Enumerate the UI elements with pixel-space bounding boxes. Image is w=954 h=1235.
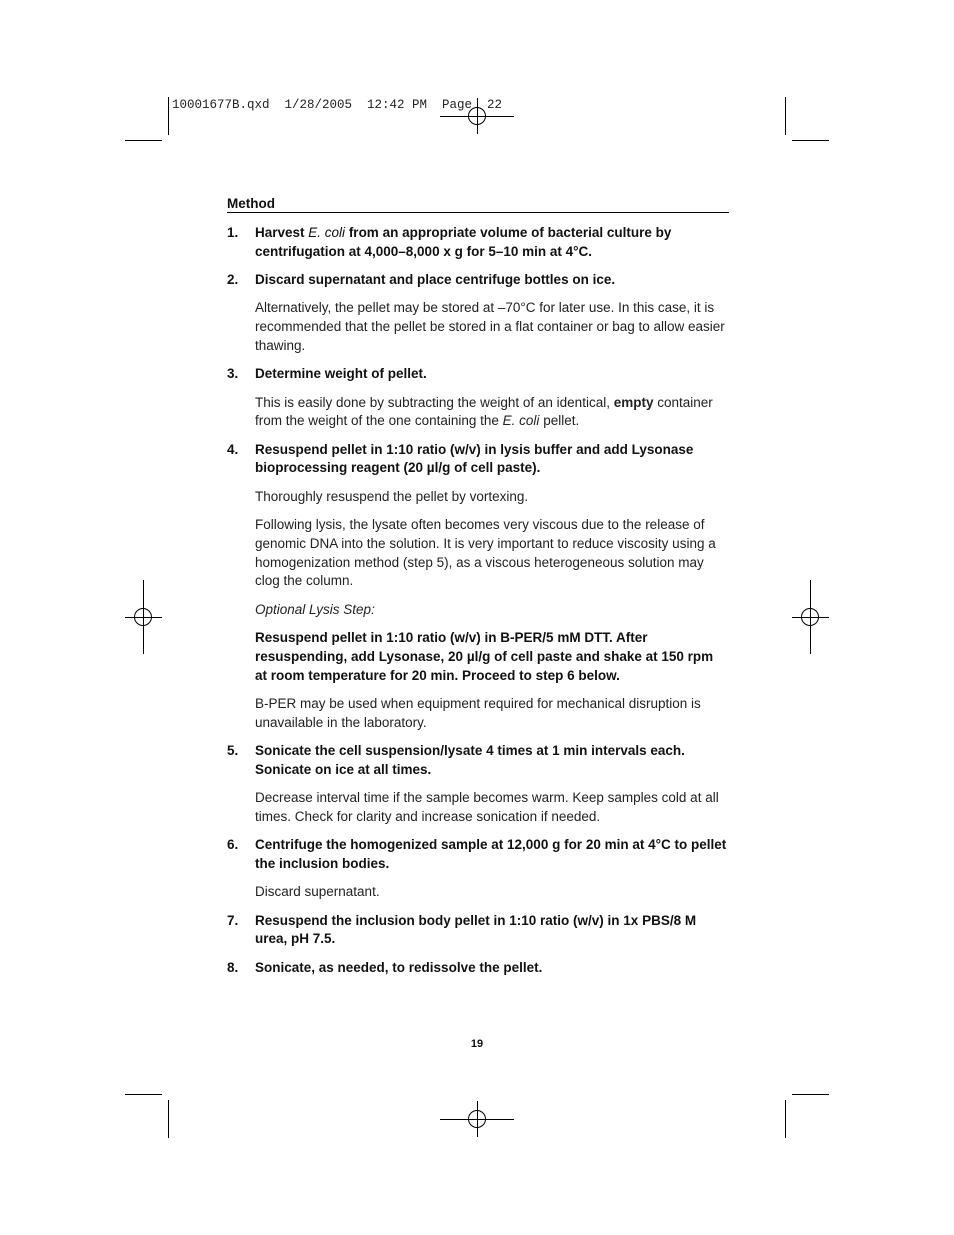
method-body	[227, 224, 727, 987]
step-5: 5. Sonicate the cell suspension/lysate 4 times at 1 min intervals each. Sonicate on ice at all times.	[227, 743, 685, 777]
step-8: 8. Sonicate, as needed, to redissolve the pellet.	[227, 959, 543, 975]
optional-step-text: Resuspend pellet in 1:10 ratio (w/v) in B-PER/5 mM DTT. After resuspending, add Lysonase, 20 µl/g of cell paste and shake at 150 rpm at room temperature for 20 min. Proceed to step 6 below.	[255, 630, 714, 683]
file-slug: 10001677B.qxd 1/28/2005 12:42 PM Page 22	[172, 98, 503, 112]
crop-mark	[125, 1094, 162, 1095]
step-2: 2. Discard supernatant and place centrifuge bottles on ice.	[227, 272, 616, 288]
optional-step-note: B-PER may be used when equipment required for mechanical disruption is unavailable in the laboratory.	[255, 695, 701, 730]
crop-mark	[792, 1094, 829, 1095]
step-4-note: Following lysis, the lysate often becomes very viscous due to the release of genomic DNA into the solution. It is very important to reduce viscosity using a homogenization method (step 5), as a viscous heterogeneous solution may clog the column.	[255, 517, 716, 589]
step-4: 4. Resuspend pellet in 1:10 ratio (w/v) in lysis buffer and add Lysonase bioprocessing reagent (20 µl/g of cell paste).	[227, 441, 694, 476]
step-5-note: Decrease interval time if the sample becomes warm. Keep samples cold at all times. Check for clarity and increase sonication if needed.	[255, 790, 719, 824]
registration-line	[143, 580, 144, 654]
step-2-note: Alternatively, the pellet may be stored at –70°C for later use. In this case, it is recommended that the pellet be stored in a flat container or bag to allow easier thawing.	[255, 300, 725, 353]
crop-mark	[785, 1100, 786, 1138]
page-number: 19	[470, 1038, 484, 1050]
registration-line	[477, 1101, 478, 1137]
step-6-note: Discard supernatant.	[255, 884, 380, 900]
crop-mark	[168, 97, 169, 135]
section-heading: Method	[227, 196, 729, 213]
crop-mark	[785, 97, 786, 135]
crop-mark	[125, 140, 162, 141]
crop-mark	[792, 140, 829, 141]
registration-line	[810, 580, 811, 654]
step-7: 7. Resuspend the inclusion body pellet in 1:10 ratio (w/v) in 1x PBS/8 M urea, pH 7.5.	[227, 912, 697, 947]
optional-step-title: Optional Lysis Step:	[255, 601, 375, 617]
crop-mark	[168, 1100, 169, 1138]
step-3: 3. Determine weight of pellet.	[227, 366, 427, 382]
step-6: 6. Centrifuge the homogenized sample at 12,000 g for 20 min at 4°C to pellet the inclusion bodies.	[227, 837, 727, 872]
step-3-note: This is easily done by subtracting the weight of an identical, empty container from the weight of the one containing the E. coli pellet.	[255, 394, 713, 429]
step-1: 1. Harvest E. coli from an appropriate volume of bacterial culture by centrifugation at 4,000–8,000 x g for 5–10 min at 4°C.	[227, 225, 672, 259]
step-4-note: Thoroughly resuspend the pellet by vortexing.	[255, 488, 529, 504]
